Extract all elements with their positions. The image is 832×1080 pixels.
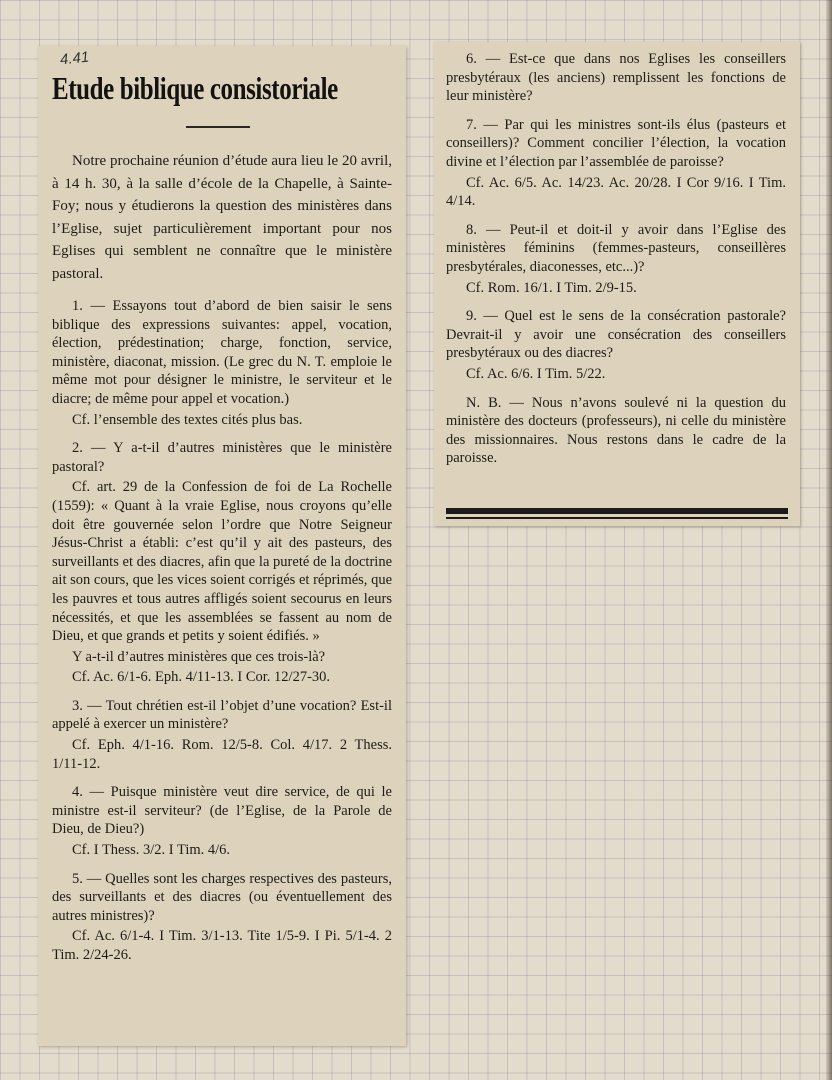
paragraph: Cf. Ac. 6/5. Ac. 14/23. Ac. 20/28. I Cor 9/16. I Tim. 4/14. bbox=[446, 174, 786, 210]
paragraph: 3. — Tout chrétien est-il l’objet d’une vocation? Est-il appelé à exercer un ministère? bbox=[52, 697, 392, 733]
end-rule-thin bbox=[446, 517, 788, 519]
paragraph: Y a-t-il d’autres ministères que ces trois-là? bbox=[72, 648, 326, 665]
paragraph: 8. — Peut-il et doit-il y avoir dans l’Eglise des ministères féminins (femmes-pasteurs, conseillères presbytérales, diaconesses, etc...)? bbox=[446, 221, 786, 275]
paragraph: Cf. Ac. 6/1-6. Eph. 4/11-13. I Cor. 12/27-30. bbox=[72, 669, 331, 686]
newspaper-clipping-right bbox=[434, 42, 800, 526]
paragraph: 9. — Quel est le sens de la consécration pastorale? Devrait-il y avoir une consécration des conseillers presbytéraux ou des diacres? bbox=[446, 308, 786, 362]
paragraph: Cf. I Thess. 3/2. I Tim. 4/6. bbox=[72, 842, 231, 859]
paragraph: 2. — Y a-t-il d’autres ministères que le ministère pastoral? bbox=[52, 440, 392, 475]
paragraph: Cf. Ac. 6/1-4. I Tim. 3/1-13. Tite 1/5-9. I Pi. 5/1-4. 2 Tim. 2/24-26. bbox=[52, 928, 392, 963]
paragraph: 4. — Puisque ministère veut dire service, de qui le ministre est-il serviteur? (de l’Eglise, de la Parole de Dieu, de Dieu?) bbox=[52, 784, 392, 838]
paragraph: Cf. Rom. 16/1. I Tim. 2/9-15. bbox=[466, 279, 637, 296]
article-body-right bbox=[446, 50, 786, 478]
title-divider bbox=[186, 126, 250, 128]
paragraph: 1. — Essayons tout d’abord de bien saisir le sens biblique des expressions suivantes: appel, vocation, élection, prédestination; charge, fonction, service, ministère, diaconat, mission. (Le grec du N. T. emploie le même mot pour désigner le ministre, le serviteur et le diacre; de même pour appel et vocation.) bbox=[52, 298, 392, 407]
end-rule bbox=[446, 508, 788, 519]
handwritten-reference: 4.41 bbox=[59, 48, 91, 69]
paragraph: Cf. Ac. 6/6. I Tim. 5/22. bbox=[466, 365, 606, 382]
article-title: Etude biblique consistoriale bbox=[52, 70, 338, 106]
article-body-left bbox=[52, 150, 392, 975]
end-rule-thick bbox=[446, 508, 788, 514]
paragraph: 5. — Quelles sont les charges respectives des pasteurs, des surveillants et des diacres (ou éventuellement des autres ministres)? bbox=[52, 870, 392, 924]
paragraph: N. B. — Nous n’avons soulevé ni la question du ministère des docteurs (professeurs), ni celle du ministère des missionnaires. Nous restons dans le cadre de la paroisse. bbox=[446, 394, 786, 467]
newspaper-clipping-left bbox=[38, 46, 406, 1046]
paragraph: Cf. Eph. 4/1-16. Rom. 12/5-8. Col. 4/17. 2 Thess. 1/11-12. bbox=[52, 737, 392, 772]
paragraph: Cf. l’ensemble des textes cités plus bas. bbox=[72, 411, 303, 428]
paragraph: 6. — Est-ce que dans nos Eglises les conseillers presbytéraux (les anciens) remplissent les fonctions de leur ministère? bbox=[446, 51, 786, 105]
notebook-edge-shadow bbox=[826, 0, 832, 1080]
paragraph: Cf. art. 29 de la Confession de foi de La Rochelle (1559): « Quant à la vraie Eglise, nous croyons qu’elle doit être gouvernée selon l’ordre que Notre Seigneur Jésus-Christ a établi: c’est qu’il y ait des pasteurs, des surveillants et des diacres, afin que la pureté de la doctrine ait son cours, que les vices soient corrigés et réprimés, que les pauvres et tous autres affligés soient secourus en leurs nécessités, et que les assemblées se fassent au nom de Dieu, et que grands et petits y soient édifiés. » bbox=[52, 479, 392, 645]
paragraph: Notre prochaine réunion d’étude aura lieu le 20 avril, à 14 h. 30, à la salle d’école de la Chapelle, à Sainte-Foy; nous y étudierons la question des ministères dans l’Eglise, sujet particulièrement important pour nos Eglises qui semblent ne connaître que le ministère pastoral. bbox=[52, 153, 392, 282]
paragraph: 7. — Par qui les ministres sont-ils élus (pasteurs et conseillers)? Comment concilier l’élection, la vocation divine et l’élection par l’assemblée de paroisse? bbox=[446, 116, 786, 170]
